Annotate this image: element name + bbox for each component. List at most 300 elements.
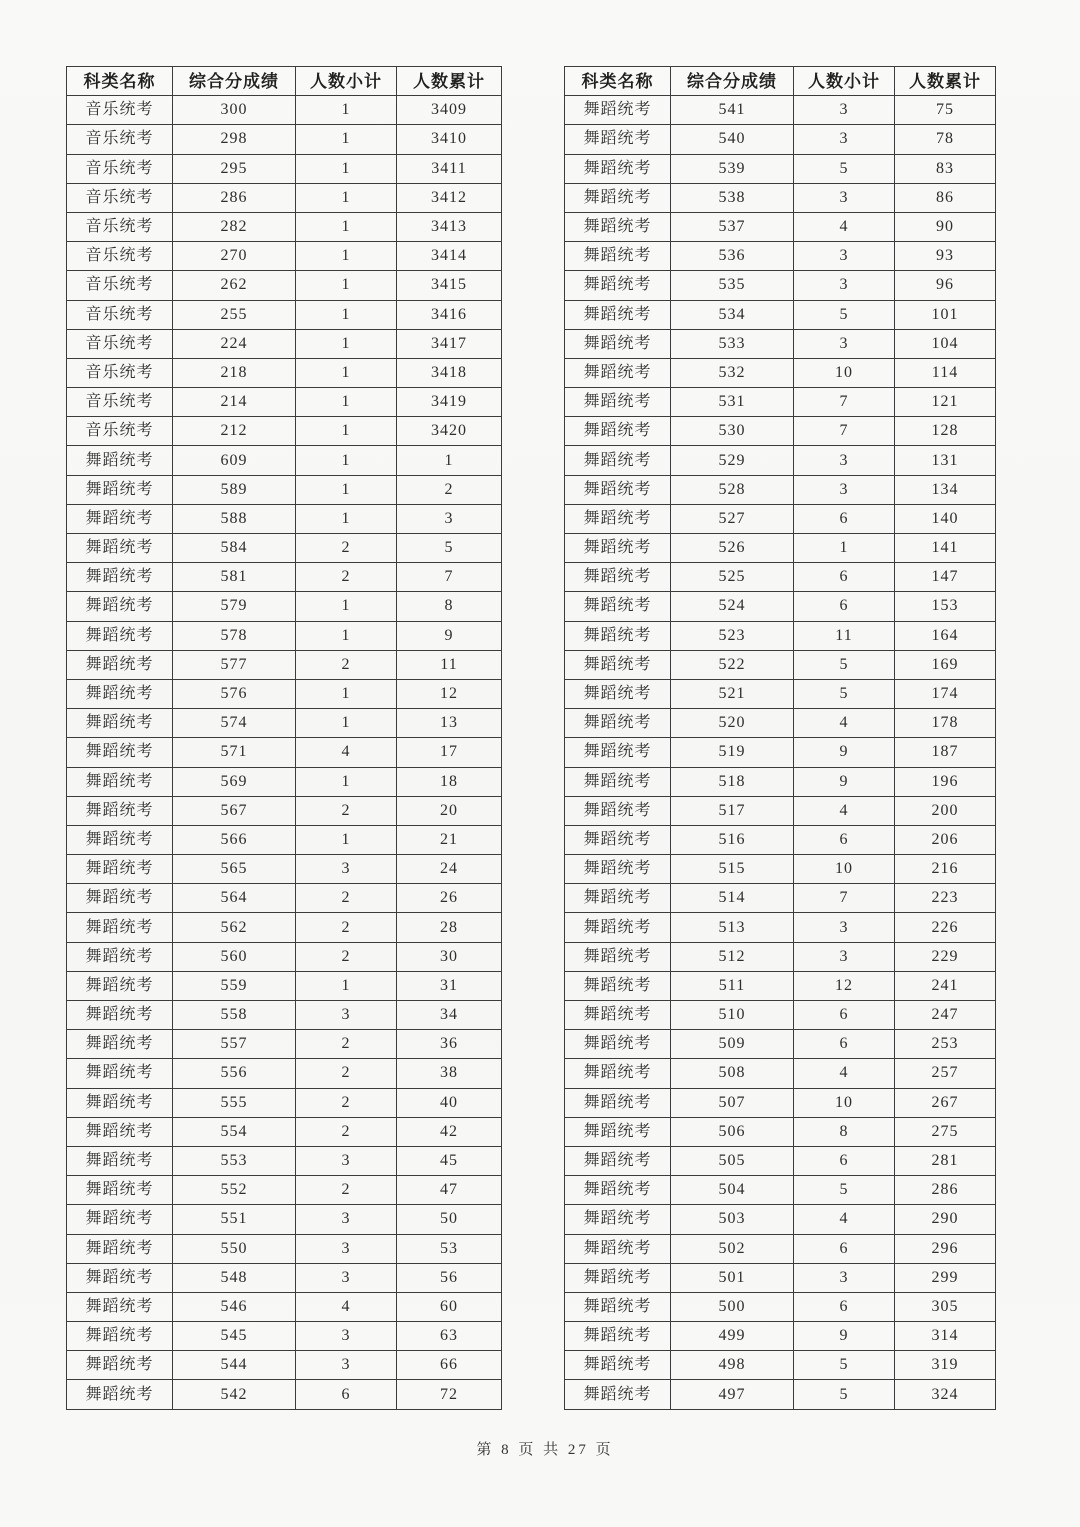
table-cell: 2 [296,796,397,825]
table-cell: 1 [296,504,397,533]
table-cell: 舞蹈统考 [67,534,173,563]
table-cell: 1 [296,971,397,1000]
table-cell: 3420 [397,417,502,446]
table-cell: 8 [397,592,502,621]
table-cell: 5 [794,650,895,679]
page-footer: 第 8 页 共 27 页 [476,1442,614,1458]
table-row [565,1380,996,1409]
table-cell: 3 [794,96,895,125]
table-cell: 6 [794,1292,895,1321]
table-row [565,650,996,679]
table-cell: 514 [671,884,794,913]
table-cell: 舞蹈统考 [565,767,671,796]
table-row [565,329,996,358]
table-cell: 565 [173,855,296,884]
table-row [67,358,502,387]
table-cell: 舞蹈统考 [565,154,671,183]
table-cell: 音乐统考 [67,388,173,417]
table-cell: 音乐统考 [67,300,173,329]
table-cell: 30 [397,942,502,971]
table-cell: 7 [397,563,502,592]
column-header: 综合分成绩 [173,67,296,96]
table-cell: 6 [794,592,895,621]
table-row [67,1322,502,1351]
table-cell: 舞蹈统考 [67,1322,173,1351]
table-cell: 3 [296,855,397,884]
table-cell: 1 [296,271,397,300]
table-cell: 540 [671,125,794,154]
table-cell: 5 [794,679,895,708]
table-cell: 26 [397,884,502,913]
table-cell: 音乐统考 [67,212,173,241]
table-row [565,913,996,942]
table-cell: 舞蹈统考 [565,1380,671,1409]
table-cell: 舞蹈统考 [67,1059,173,1088]
table-row [565,738,996,767]
table-cell: 38 [397,1059,502,1088]
table-cell: 舞蹈统考 [67,1351,173,1380]
table-cell: 9 [794,1322,895,1351]
table-cell: 241 [895,971,996,1000]
table-cell: 140 [895,504,996,533]
table-cell: 93 [895,242,996,271]
table-cell: 3 [794,942,895,971]
table-cell: 296 [895,1234,996,1263]
table-cell: 音乐统考 [67,358,173,387]
table-cell: 3 [397,504,502,533]
table-cell: 2 [296,913,397,942]
table-cell: 3 [794,125,895,154]
table-row [565,242,996,271]
table-cell: 音乐统考 [67,125,173,154]
table-cell: 66 [397,1351,502,1380]
table-cell: 9 [794,767,895,796]
table-cell: 舞蹈统考 [565,855,671,884]
table-cell: 舞蹈统考 [565,884,671,913]
table-cell: 7 [794,884,895,913]
table-cell: 134 [895,475,996,504]
table-cell: 舞蹈统考 [565,1263,671,1292]
table-cell: 1 [296,767,397,796]
table-row [565,679,996,708]
table-cell: 舞蹈统考 [565,563,671,592]
table-cell: 4 [296,738,397,767]
table-cell: 舞蹈统考 [565,329,671,358]
table-cell: 47 [397,1176,502,1205]
table-cell: 2 [296,884,397,913]
table-cell: 257 [895,1059,996,1088]
table-cell: 20 [397,796,502,825]
table-cell: 舞蹈统考 [67,1117,173,1146]
score-table-right [564,66,996,1410]
table-cell: 舞蹈统考 [565,709,671,738]
table-cell: 7 [794,388,895,417]
table-row [67,475,502,504]
column-header: 科类名称 [67,67,173,96]
table-cell: 50 [397,1205,502,1234]
table-cell: 3414 [397,242,502,271]
table-row [67,1234,502,1263]
table-cell: 525 [671,563,794,592]
table-cell: 1 [794,534,895,563]
table-cell: 566 [173,825,296,854]
table-cell: 505 [671,1146,794,1175]
table-cell: 1 [296,679,397,708]
table-cell: 609 [173,446,296,475]
table-cell: 282 [173,212,296,241]
table-cell: 2 [296,1117,397,1146]
table-cell: 578 [173,621,296,650]
table-cell: 2 [296,1176,397,1205]
table-row [67,242,502,271]
table-cell: 舞蹈统考 [67,1030,173,1059]
table-row [565,709,996,738]
table-cell: 5 [794,154,895,183]
table-cell: 9 [397,621,502,650]
table-row [67,183,502,212]
table-row [67,825,502,854]
table-cell: 3 [794,183,895,212]
table-cell: 141 [895,534,996,563]
table-cell: 舞蹈统考 [565,1292,671,1321]
table-cell: 295 [173,154,296,183]
table-cell: 舞蹈统考 [565,446,671,475]
table-cell: 6 [794,1001,895,1030]
table-cell: 3 [296,1322,397,1351]
table-cell: 531 [671,388,794,417]
table-row [565,1001,996,1030]
table-cell: 584 [173,534,296,563]
table-row [565,855,996,884]
table-cell: 4 [794,1205,895,1234]
table-cell: 9 [794,738,895,767]
table-cell: 舞蹈统考 [565,825,671,854]
table-cell: 214 [173,388,296,417]
table-cell: 1 [296,388,397,417]
table-cell: 6 [794,1030,895,1059]
table-cell: 63 [397,1322,502,1351]
table-cell: 舞蹈统考 [565,183,671,212]
table-cell: 86 [895,183,996,212]
table-cell: 530 [671,417,794,446]
table-cell: 2 [296,1088,397,1117]
table-cell: 104 [895,329,996,358]
table-cell: 舞蹈统考 [67,1146,173,1175]
table-cell: 8 [794,1117,895,1146]
table-cell: 299 [895,1263,996,1292]
table-cell: 275 [895,1117,996,1146]
table-cell: 舞蹈统考 [565,1176,671,1205]
table-row [67,1351,502,1380]
table-cell: 3 [296,1001,397,1030]
table-cell: 558 [173,1001,296,1030]
table-cell: 511 [671,971,794,1000]
table-cell: 2 [296,650,397,679]
table-row [565,1088,996,1117]
table-cell: 5 [794,1351,895,1380]
table-row [565,1292,996,1321]
table-cell: 4 [794,1059,895,1088]
table-cell: 589 [173,475,296,504]
table-cell: 3 [296,1234,397,1263]
table-cell: 42 [397,1117,502,1146]
table-cell: 223 [895,884,996,913]
table-cell: 舞蹈统考 [565,913,671,942]
table-cell: 131 [895,446,996,475]
table-cell: 3419 [397,388,502,417]
table-row [565,1263,996,1292]
table-cell: 28 [397,913,502,942]
table-cell: 2 [296,1030,397,1059]
table-cell: 224 [173,329,296,358]
table-row [565,358,996,387]
table-row [565,271,996,300]
table-cell: 506 [671,1117,794,1146]
table-cell: 45 [397,1146,502,1175]
table-cell: 3 [794,446,895,475]
table-cell: 舞蹈统考 [565,679,671,708]
table-cell: 513 [671,913,794,942]
table-cell: 517 [671,796,794,825]
table-row [565,125,996,154]
table-row [67,621,502,650]
table-cell: 247 [895,1001,996,1030]
table-cell: 498 [671,1351,794,1380]
table-cell: 512 [671,942,794,971]
table-cell: 31 [397,971,502,1000]
table-cell: 4 [794,796,895,825]
table-cell: 147 [895,563,996,592]
table-cell: 96 [895,271,996,300]
table-cell: 4 [794,212,895,241]
table-row [67,913,502,942]
table-header-row [565,67,996,96]
table-cell: 1 [296,329,397,358]
table-cell: 6 [794,1234,895,1263]
table-cell: 588 [173,504,296,533]
table-cell: 舞蹈统考 [67,475,173,504]
table-row [67,1176,502,1205]
table-cell: 舞蹈统考 [67,1234,173,1263]
table-cell: 529 [671,446,794,475]
table-cell: 1 [296,242,397,271]
table-cell: 1 [296,212,397,241]
table-cell: 501 [671,1263,794,1292]
table-cell: 舞蹈统考 [565,650,671,679]
table-cell: 90 [895,212,996,241]
table-cell: 舞蹈统考 [565,504,671,533]
table-cell: 499 [671,1322,794,1351]
table-row [565,1059,996,1088]
table-cell: 218 [173,358,296,387]
table-cell: 舞蹈统考 [565,1059,671,1088]
table-row [565,1205,996,1234]
table-cell: 4 [794,709,895,738]
table-cell: 18 [397,767,502,796]
table-cell: 舞蹈统考 [565,1030,671,1059]
table-cell: 舞蹈统考 [67,621,173,650]
table-row [67,1088,502,1117]
table-cell: 560 [173,942,296,971]
table-cell: 3 [794,242,895,271]
table-cell: 舞蹈统考 [565,358,671,387]
table-row [67,388,502,417]
table-cell: 舞蹈统考 [565,388,671,417]
table-cell: 72 [397,1380,502,1409]
table-cell: 舞蹈统考 [565,1088,671,1117]
table-row [67,446,502,475]
table-cell: 206 [895,825,996,854]
table-header-row [67,67,502,96]
table-row [565,1146,996,1175]
table-row [67,738,502,767]
table-cell: 576 [173,679,296,708]
table-row [565,96,996,125]
table-cell: 舞蹈统考 [565,212,671,241]
table-cell: 10 [794,358,895,387]
table-cell: 舞蹈统考 [67,1176,173,1205]
table-cell: 舞蹈统考 [565,242,671,271]
table-cell: 497 [671,1380,794,1409]
table-cell: 11 [397,650,502,679]
table-row [565,825,996,854]
table-row [67,1146,502,1175]
table-cell: 78 [895,125,996,154]
table-cell: 5 [397,534,502,563]
table-cell: 10 [794,1088,895,1117]
table-cell: 21 [397,825,502,854]
table-cell: 音乐统考 [67,271,173,300]
column-header: 科类名称 [565,67,671,96]
table-row [565,446,996,475]
table-cell: 533 [671,329,794,358]
table-row [565,300,996,329]
table-cell: 11 [794,621,895,650]
table-cell: 510 [671,1001,794,1030]
table-cell: 559 [173,971,296,1000]
table-cell: 舞蹈统考 [565,1146,671,1175]
table-cell: 舞蹈统考 [565,417,671,446]
table-cell: 548 [173,1263,296,1292]
table-cell: 562 [173,913,296,942]
table-cell: 5 [794,1380,895,1409]
table-cell: 574 [173,709,296,738]
column-header: 人数小计 [296,67,397,96]
table-row [565,1351,996,1380]
table-row [67,767,502,796]
table-cell: 114 [895,358,996,387]
table-cell: 556 [173,1059,296,1088]
table-cell: 552 [173,1176,296,1205]
table-row [565,884,996,913]
table-row [67,942,502,971]
table-cell: 音乐统考 [67,417,173,446]
table-row [565,942,996,971]
table-cell: 舞蹈统考 [565,1351,671,1380]
table-row [67,971,502,1000]
table-cell: 10 [794,855,895,884]
table-cell: 83 [895,154,996,183]
table-cell: 196 [895,767,996,796]
table-cell: 6 [794,504,895,533]
table-cell: 535 [671,271,794,300]
table-cell: 522 [671,650,794,679]
table-cell: 舞蹈统考 [565,1322,671,1351]
table-cell: 2 [296,1059,397,1088]
table-cell: 524 [671,592,794,621]
table-cell: 舞蹈统考 [565,1205,671,1234]
column-header: 人数累计 [895,67,996,96]
table-cell: 579 [173,592,296,621]
table-cell: 526 [671,534,794,563]
table-cell: 255 [173,300,296,329]
table-cell: 270 [173,242,296,271]
table-cell: 舞蹈统考 [67,738,173,767]
table-cell: 舞蹈统考 [67,1380,173,1409]
table-row [565,592,996,621]
table-cell: 3 [296,1351,397,1380]
table-cell: 舞蹈统考 [67,825,173,854]
table-cell: 164 [895,621,996,650]
table-cell: 3417 [397,329,502,358]
table-cell: 34 [397,1001,502,1030]
table-cell: 36 [397,1030,502,1059]
table-row [67,1117,502,1146]
table-cell: 153 [895,592,996,621]
table-row [565,154,996,183]
table-cell: 550 [173,1234,296,1263]
table-row [67,796,502,825]
table-cell: 舞蹈统考 [565,621,671,650]
table-cell: 551 [173,1205,296,1234]
table-cell: 舞蹈统考 [565,1001,671,1030]
table-row [565,971,996,1000]
column-header: 综合分成绩 [671,67,794,96]
table-cell: 174 [895,679,996,708]
score-table-left [66,66,502,1410]
table-cell: 3 [794,475,895,504]
table-cell: 53 [397,1234,502,1263]
table-cell: 1 [296,154,397,183]
table-cell: 3413 [397,212,502,241]
table-cell: 5 [794,1176,895,1205]
table-row [565,1030,996,1059]
table-cell: 音乐统考 [67,96,173,125]
table-cell: 3411 [397,154,502,183]
table-cell: 舞蹈统考 [565,96,671,125]
table-row [565,534,996,563]
table-cell: 300 [173,96,296,125]
table-row [565,563,996,592]
table-cell: 舞蹈统考 [67,592,173,621]
table-row [67,884,502,913]
table-row [67,650,502,679]
table-cell: 541 [671,96,794,125]
table-cell: 3 [794,271,895,300]
table-cell: 音乐统考 [67,183,173,212]
table-cell: 503 [671,1205,794,1234]
table-cell: 3415 [397,271,502,300]
table-cell: 253 [895,1030,996,1059]
table-cell: 1 [296,709,397,738]
table-row [565,767,996,796]
table-cell: 516 [671,825,794,854]
table-cell: 3412 [397,183,502,212]
table-cell: 13 [397,709,502,738]
table-cell: 1 [296,358,397,387]
table-cell: 519 [671,738,794,767]
table-cell: 555 [173,1088,296,1117]
